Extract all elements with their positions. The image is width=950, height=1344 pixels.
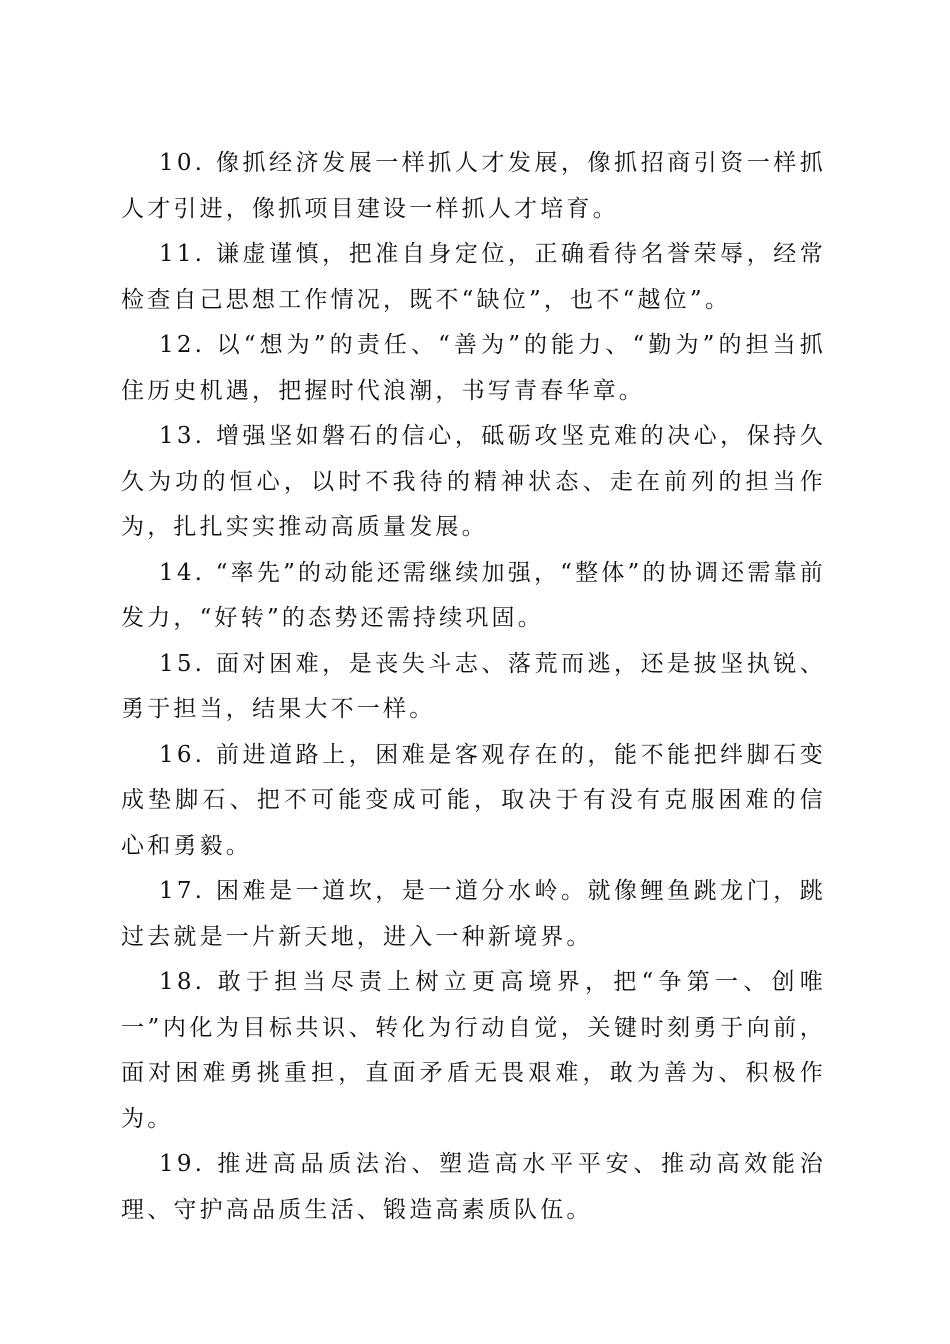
paragraph-10: 10. 像抓经济发展一样抓人才发展，像抓招商引资一样抓人才引进，像抓项目建设一样抓人才培育。	[121, 150, 826, 222]
paragraph-18: 18. 敢于担当尽责上树立更高境界，把“争第一、创唯一”内化为目标共识、转化为行动自觉，关键时刻勇于向前，面对困难勇挑重担，直面矛盾无畏艰难，敢为善为、积极作为。	[121, 969, 826, 1132]
paragraph-11: 11. 谦虚谨慎，把准自身定位，正确看待名誉荣辱，经常检查自己思想工作情况，既不“缺位”，也不“越位”。	[121, 241, 826, 313]
paragraph-14: 14. “率先”的动能还需继续加强，“整体”的协调还需靠前发力，“好转”的态势还需持续巩固。	[121, 559, 826, 631]
paragraph-13: 13. 增强坚如磐石的信心，砥砺攻坚克难的决心，保持久久为功的恒心，以时不我待的精神状态、走在前列的担当作为，扎扎实实推动高质量发展。	[121, 423, 826, 540]
document-body	[121, 141, 826, 1233]
paragraph-15: 15. 面对困难，是丧失斗志、落荒而逃，还是披坚执锐、勇于担当，结果大不一样。	[121, 650, 826, 722]
paragraph-19: 19. 推进高品质法治、塑造高水平平安、推动高效能治理、守护高品质生活、锻造高素质队伍。	[121, 1151, 826, 1223]
paragraph-12: 12. 以“想为”的责任、“善为”的能力、“勤为”的担当抓住历史机遇，把握时代浪潮，书写青春华章。	[121, 332, 826, 404]
paragraph-16: 16. 前进道路上，困难是客观存在的，能不能把绊脚石变成垫脚石、把不可能变成可能，取决于有没有克服困难的信心和勇毅。	[121, 741, 826, 859]
paragraph-17: 17. 困难是一道坎，是一道分水岭。就像鲤鱼跳龙门，跳过去就是一片新天地，进入一种新境界。	[121, 878, 826, 950]
